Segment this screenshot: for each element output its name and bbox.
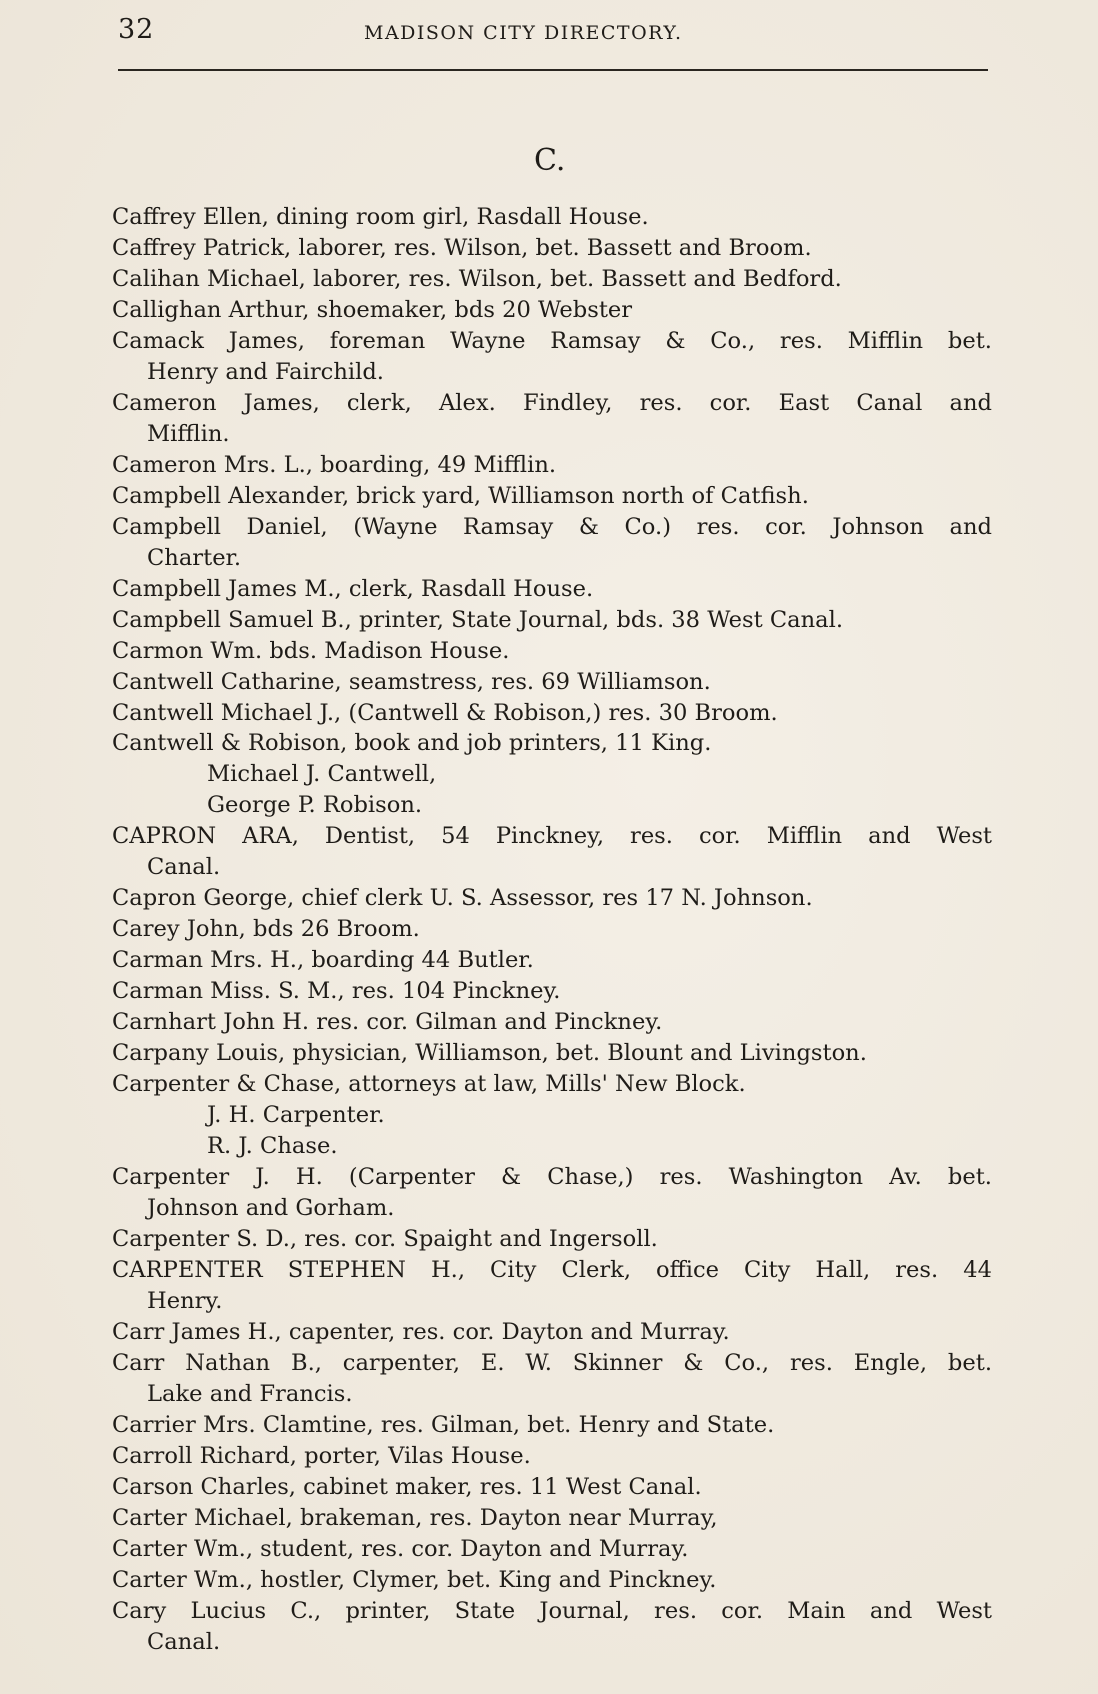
- directory-entry-line: Cantwell & Robison, book and job printers, 11 King.: [112, 730, 712, 757]
- directory-entry-line: Carpenter S. D., res. cor. Spaight and Ingersoll.: [112, 1225, 658, 1252]
- directory-entry-line: Carmon Wm. bds. Madison House.: [112, 637, 510, 664]
- directory-entry-line: CAPRON ARA, Dentist, 54 Pinckney, res. cor. Mifflin and West: [112, 823, 992, 850]
- continuation-line: Canal.: [147, 1628, 221, 1655]
- continuation-line: Canal.: [147, 854, 221, 881]
- directory-entry-line: Carey John, bds 26 Broom.: [112, 916, 420, 943]
- continuation-line: Charter.: [147, 544, 242, 571]
- continuation-line: Henry.: [147, 1287, 223, 1314]
- directory-entry-line: Cameron James, clerk, Alex. Findley, res. cor. East Canal and: [112, 389, 992, 416]
- directory-entry-line: Campbell Samuel B., printer, State Journal, bds. 38 West Canal.: [112, 606, 844, 633]
- continuation-line: Mifflin.: [147, 420, 230, 447]
- directory-entry-line: Carpany Louis, physician, Williamson, bet. Blount and Livingston.: [112, 1040, 867, 1067]
- continuation-line: Lake and Francis.: [147, 1380, 353, 1407]
- directory-entry-line: Carson Charles, cabinet maker, res. 11 West Canal.: [112, 1473, 702, 1500]
- directory-entry-line: Cary Lucius C., printer, State Journal, res. cor. Main and West: [112, 1597, 992, 1624]
- directory-entry-line: Camack James, foreman Wayne Ramsay & Co., res. Mifflin bet.: [112, 327, 992, 354]
- directory-entry-line: Carpenter J. H. (Carpenter & Chase,) res. Washington Av. bet.: [112, 1164, 992, 1191]
- directory-entry-line: Carter Wm., hostler, Clymer, bet. King and Pinckney.: [112, 1566, 717, 1593]
- header-rule: [118, 69, 988, 71]
- directory-entry-line: Caffrey Ellen, dining room girl, Rasdall House.: [112, 204, 649, 230]
- directory-entry-line: Carman Mrs. H., boarding 44 Butler.: [112, 947, 534, 974]
- page-number: 32: [118, 14, 155, 45]
- directory-entry-line: Carr James H., capenter, res. cor. Dayton and Murray.: [112, 1318, 730, 1345]
- running-title: MADISON CITY DIRECTORY.: [364, 22, 683, 44]
- directory-entry-line: Campbell Alexander, brick yard, Williamson north of Catfish.: [112, 482, 809, 509]
- directory-entry-line: Carroll Richard, porter, Vilas House.: [112, 1442, 531, 1469]
- directory-entry-line: Calihan Michael, laborer, res. Wilson, bet. Bassett and Bedford.: [112, 265, 842, 292]
- directory-entry-line: Carman Miss. S. M., res. 104 Pinckney.: [112, 978, 561, 1005]
- continuation-line: Johnson and Gorham.: [147, 1195, 395, 1221]
- partner-name-line: R. J. Chase.: [207, 1133, 338, 1160]
- partner-name-line: George P. Robison.: [207, 792, 423, 819]
- directory-entry-line: Caffrey Patrick, laborer, res. Wilson, bet. Bassett and Broom.: [112, 234, 812, 261]
- directory-entry-line: Campbell James M., clerk, Rasdall House.: [112, 575, 594, 602]
- section-letter: C.: [534, 143, 566, 178]
- partner-name-line: Michael J. Cantwell,: [207, 761, 437, 788]
- page-header: [118, 14, 988, 54]
- directory-entry-line: Carr Nathan B., carpenter, E. W. Skinner & Co., res. Engle, bet.: [112, 1349, 992, 1376]
- partner-name-line: J. H. Carpenter.: [207, 1102, 385, 1129]
- continuation-line: Henry and Fairchild.: [147, 358, 384, 385]
- directory-entry-line: CARPENTER STEPHEN H., City Clerk, office City Hall, res. 44: [112, 1256, 992, 1283]
- directory-entry-line: Capron George, chief clerk U. S. Assessor, res 17 N. Johnson.: [112, 885, 813, 912]
- directory-entries: [112, 202, 992, 1658]
- directory-entry-line: Carter Wm., student, res. cor. Dayton and Murray.: [112, 1535, 689, 1562]
- directory-entry-line: Cantwell Michael J., (Cantwell & Robison,) res. 30 Broom.: [112, 699, 778, 726]
- directory-entry-line: Carrier Mrs. Clamtine, res. Gilman, bet. Henry and State.: [112, 1411, 775, 1438]
- directory-entry-line: Cameron Mrs. L., boarding, 49 Mifflin.: [112, 451, 557, 478]
- directory-entry-line: Callighan Arthur, shoemaker, bds 20 Webster: [112, 296, 633, 323]
- directory-entry-line: Carpenter & Chase, attorneys at law, Mills' New Block.: [112, 1071, 746, 1098]
- directory-entry-line: Carter Michael, brakeman, res. Dayton near Murray,: [112, 1504, 718, 1531]
- directory-entry-line: Carnhart John H. res. cor. Gilman and Pinckney.: [112, 1009, 663, 1036]
- directory-entry-line: Cantwell Catharine, seamstress, res. 69 Williamson.: [112, 668, 711, 695]
- directory-entry-line: Campbell Daniel, (Wayne Ramsay & Co.) res. cor. Johnson and: [112, 513, 992, 540]
